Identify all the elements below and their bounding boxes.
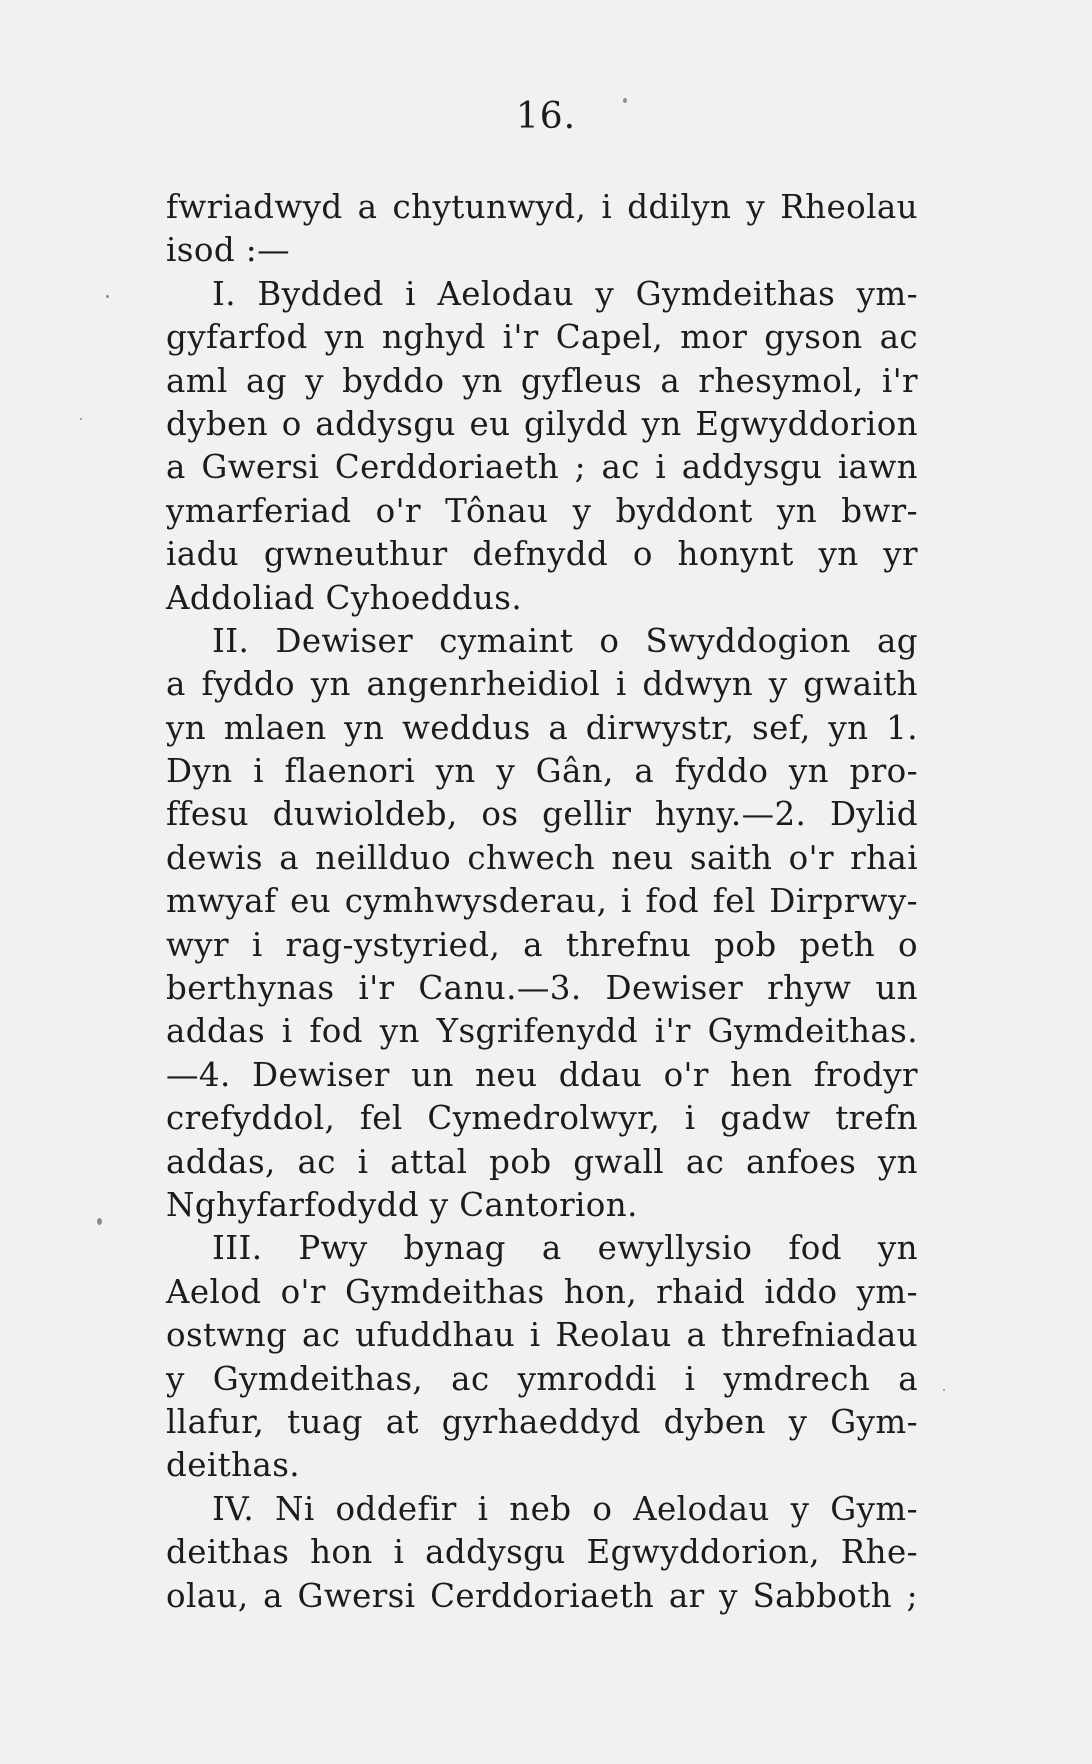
text-line: aml ag y byddo yn gyfleus a rhesymol, i'r (166, 361, 918, 400)
ink-speck (106, 295, 109, 298)
text-line: deithas hon i addysgu Egwyddorion, Rhe- (166, 1533, 918, 1572)
text-line: fwriadwyd a chytunwyd, i ddilyn y Rheolau (166, 188, 918, 226)
text-line: deithas. (166, 1446, 301, 1485)
text-line: dyben o addysgu eu gilydd yn Egwyddorion (166, 404, 918, 443)
text-line: y Gymdeithas, ac ymroddi i ymdrech a (166, 1359, 918, 1398)
rule-heading-line: IV. Ni oddefir i neb o Aelodau y Gym- (212, 1489, 918, 1528)
text-line: Nghyfarfodydd y Cantorion. (166, 1185, 638, 1224)
text-line: —4. Dewiser un neu ddau o'r hen frodyr (166, 1055, 918, 1094)
rule-heading-line: I. Bydded i Aelodau y Gymdeithas ym- (212, 274, 918, 313)
ink-speck (623, 98, 627, 103)
text-line: crefyddol, fel Cymedrolwyr, i gadw trefn (166, 1099, 918, 1138)
text-line: Dyn i flaenori yn y Gân, a fyddo yn pro- (166, 752, 918, 791)
text-line: olau, a Gwersi Cerddoriaeth ar y Sabboth ; (166, 1576, 918, 1615)
text-line: Aelod o'r Gymdeithas hon, rhaid iddo ym- (166, 1272, 918, 1311)
text-line: dewis a neillduo chwech neu saith o'r rhai (166, 838, 918, 877)
text-line: ymarferiad o'r Tônau y byddont yn bwr- (166, 491, 918, 530)
text-line: a fyddo yn angenrheidiol i ddwyn y gwaith (166, 665, 918, 704)
text-line: isod :— (166, 231, 291, 270)
text-line: berthynas i'r Canu.—3. Dewiser rhyw un (166, 969, 918, 1008)
ink-speck (80, 418, 82, 420)
text-line: Addoliad Cyhoeddus. (166, 578, 523, 617)
page-number: 16. (515, 96, 577, 137)
text-line: a Gwersi Cerddoriaeth ; ac i addysgu iawn (166, 448, 918, 487)
text-line: yn mlaen yn weddus a dirwystr, sef, yn 1. (166, 708, 918, 747)
text-line: gyfarfod yn nghyd i'r Capel, mor gyson ac (166, 318, 918, 357)
text-line: addas i fod yn Ysgrifenydd i'r Gymdeithas. (166, 1012, 918, 1051)
text-line: iadu gwneuthur defnydd o honynt yn yr (166, 535, 918, 574)
rule-heading-line: III. Pwy bynag a ewyllysio fod yn (212, 1229, 918, 1268)
text-line: wyr i rag-ystyried, a threfnu pob peth o (166, 925, 918, 964)
body-text (166, 186, 918, 1618)
text-line: addas, ac i attal pob gwall ac anfoes yn (166, 1142, 918, 1181)
text-line: ostwng ac ufuddhau i Reolau a threfniadau (166, 1316, 918, 1355)
text-line: mwyaf eu cymhwysderau, i fod fel Dirprwy- (166, 882, 918, 921)
text-line: llafur, tuag at gyrhaeddyd dyben y Gym- (166, 1402, 918, 1441)
rule-heading-line: II. Dewiser cymaint o Swyddogion ag (212, 621, 918, 660)
text-line: ffesu duwioldeb, os gellir hyny.—2. Dylid (166, 795, 918, 834)
ink-speck (943, 1389, 945, 1391)
ink-speck (97, 1218, 102, 1225)
